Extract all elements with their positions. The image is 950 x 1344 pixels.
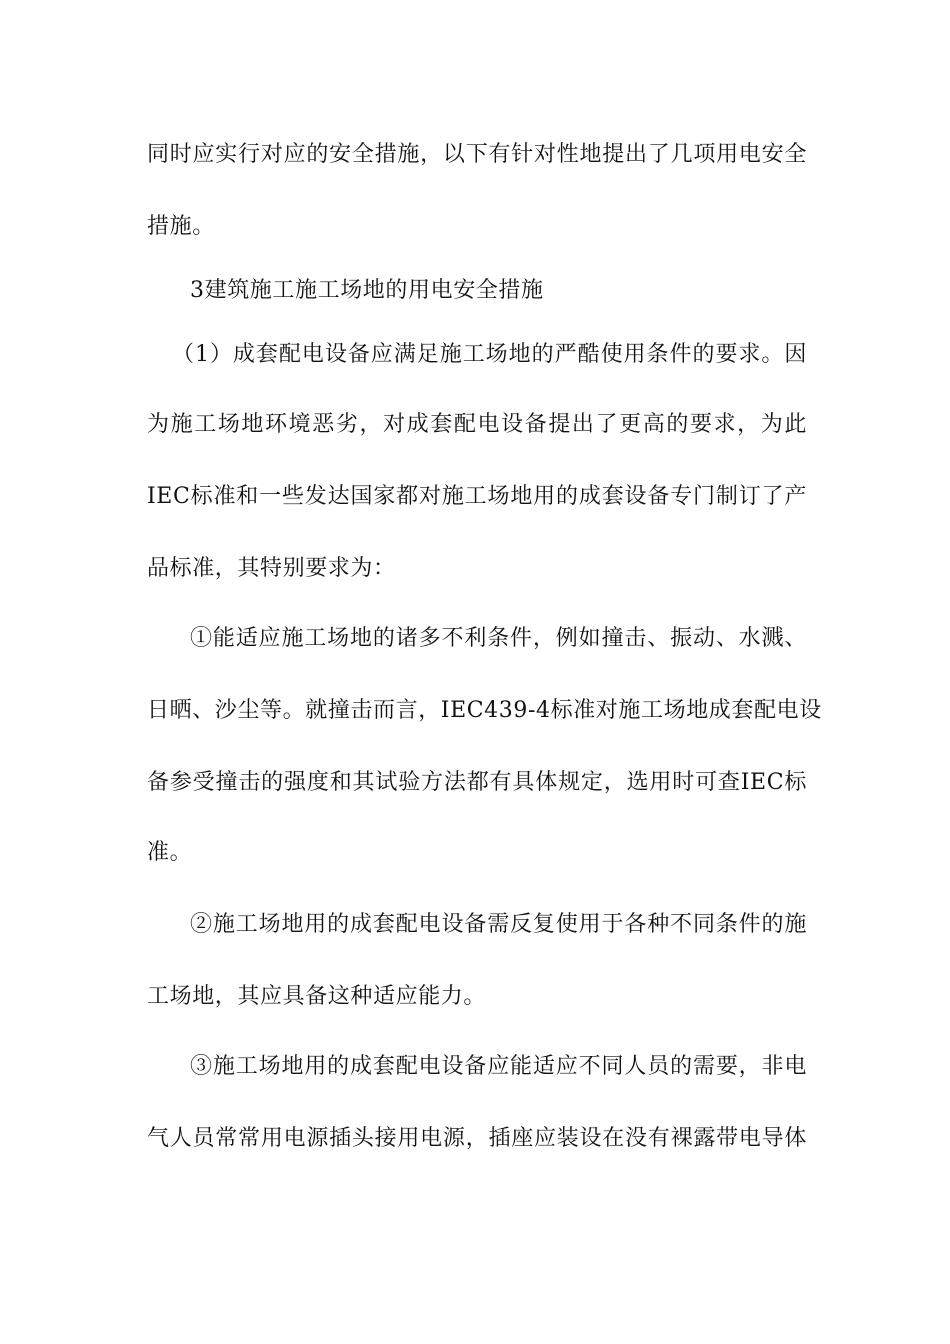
text-line: （1）成套配电设备应满足施工场地的严酷使用条件的要求。因 bbox=[172, 342, 807, 367]
text-line: 措施。 bbox=[147, 214, 215, 239]
text-line: 品标准，其特别要求为： bbox=[147, 556, 396, 581]
text-line: 同时应实行对应的安全措施，以下有针对性地提出了几项用电安全 bbox=[147, 142, 807, 167]
text-line: 为施工场地环境恶劣，对成套配电设备提出了更高的要求，为此 bbox=[147, 412, 807, 437]
text-line: 日晒、沙尘等。就撞击而言，IEC439-4标准对施工场地成套配电设 bbox=[147, 698, 822, 723]
text-line: ②施工场地用的成套配电设备需反复使用于各种不同条件的施 bbox=[190, 912, 807, 937]
section-heading: 3建筑施工施工场地的用电安全措施 bbox=[190, 278, 544, 303]
text-line: 气人员常常用电源插头接用电源，插座应装设在没有裸露带电导体 bbox=[147, 1126, 807, 1151]
text-line: 备参受撞击的强度和其试验方法都有具体规定，选用时可查IEC标 bbox=[147, 770, 807, 795]
text-line: 准。 bbox=[147, 840, 193, 865]
text-line: ①能适应施工场地的诸多不利条件，例如撞击、振动、水溅、 bbox=[190, 626, 807, 651]
text-line: 工场地，其应具备这种适应能力。 bbox=[147, 984, 487, 1009]
text-line: ③施工场地用的成套配电设备应能适应不同人员的需要，非电 bbox=[190, 1054, 807, 1079]
text-line: IEC标准和一些发达国家都对施工场地用的成套设备专门制订了产 bbox=[147, 484, 807, 509]
